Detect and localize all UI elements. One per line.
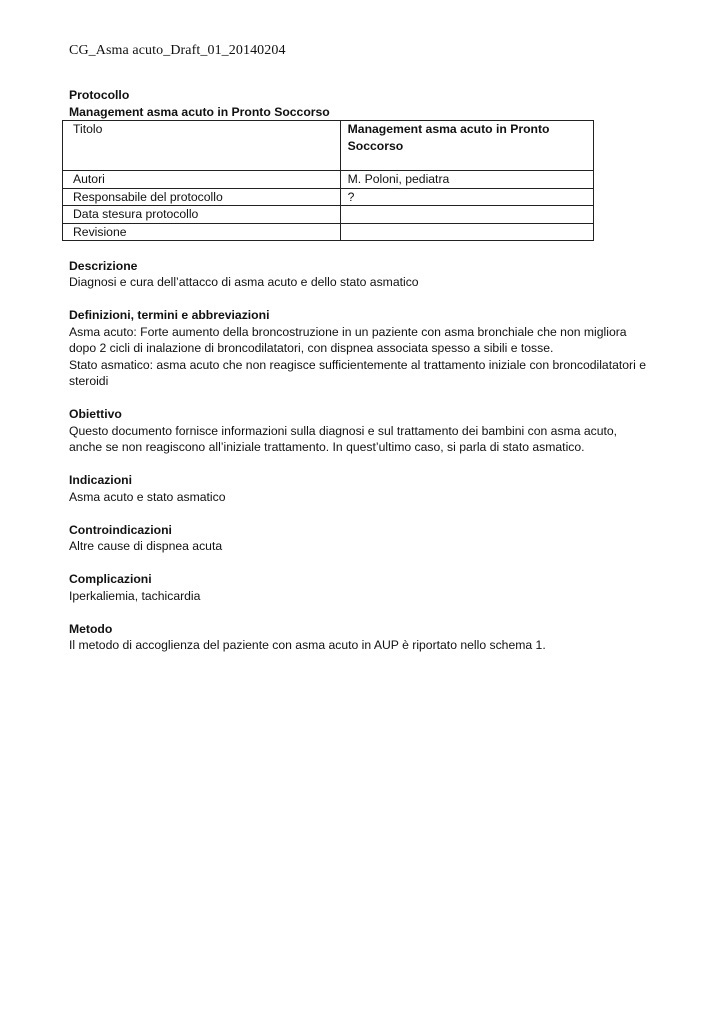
section-definizioni <box>69 307 669 390</box>
table-row <box>63 171 594 189</box>
section-heading: Metodo <box>69 621 113 636</box>
section-heading: Controindicazioni <box>69 522 172 537</box>
section-text-line: Questo documento fornisce informazioni sulla diagnosi e sul trattamento dei bambini con asma acuto, <box>69 423 618 438</box>
table-row <box>63 206 594 224</box>
protocol-metadata-table <box>62 120 594 241</box>
table-value-cell: ? <box>340 188 593 206</box>
section-heading: Definizioni, termini e abbreviazioni <box>69 308 270 322</box>
section-indicazioni <box>69 472 669 505</box>
section-heading: Descrizione <box>69 258 138 273</box>
section-metodo <box>69 621 669 654</box>
section-descrizione <box>69 258 669 291</box>
section-text-line: anche se non reagiscono all’iniziale trattamento. In quest’ultimo caso, si parla di stato asmatico. <box>69 440 585 454</box>
section-controindicazioni <box>69 522 669 555</box>
document-filename-header: CG_Asma acuto_Draft_01_20140204 <box>69 43 286 58</box>
table-value-cell: M. Poloni, pediatra <box>340 171 593 189</box>
section-text-line: Altre cause di dispnea acuta <box>69 539 223 553</box>
table-value-cell: Management asma acuto in Pronto Soccorso <box>340 121 593 171</box>
section-obiettivo <box>69 406 669 456</box>
table-row <box>63 223 594 241</box>
section-text-line: Il metodo di accoglienza del paziente con asma acuto in AUP è riportato nello schema 1. <box>69 638 546 652</box>
table-label-cell: Revisione <box>63 223 341 241</box>
section-text-line: dopo 2 cicli di inalazione di broncodilatatori, con dispnea associata spesso a sibili e tosse. <box>69 341 554 355</box>
table-label-cell: Titolo <box>63 121 341 171</box>
document-body <box>69 87 669 654</box>
section-heading: Obiettivo <box>69 407 122 421</box>
protocol-title: Management asma acuto in Pronto Soccorso <box>69 104 330 119</box>
section-heading: Complicazioni <box>69 572 152 586</box>
section-text-line: steroidi <box>69 374 109 388</box>
table-label-cell: Responsabile del protocollo <box>63 188 341 206</box>
section-text-line: Stato asmatico: asma acuto che non reagisce sufficientemente al trattamento iniziale con broncodilatatori e <box>69 357 646 372</box>
table-row <box>63 188 594 206</box>
table-label-cell: Autori <box>63 171 341 189</box>
protocol-label: Protocollo <box>69 88 130 102</box>
table-value-cell <box>340 223 593 241</box>
section-heading: Indicazioni <box>69 473 132 487</box>
section-text-line: Asma acuto e stato asmatico <box>69 489 226 504</box>
section-complicazioni <box>69 571 669 604</box>
table-value-cell <box>340 206 593 224</box>
table-label-cell: Data stesura protocollo <box>63 206 341 224</box>
section-text-line: Iperkaliemia, tachicardia <box>69 588 201 603</box>
table-row <box>63 121 594 171</box>
section-text-line: Asma acuto: Forte aumento della broncostruzione in un paziente con asma bronchiale che non migliora <box>69 324 627 339</box>
section-text-line: Diagnosi e cura dell’attacco di asma acuto e dello stato asmatico <box>69 275 419 289</box>
